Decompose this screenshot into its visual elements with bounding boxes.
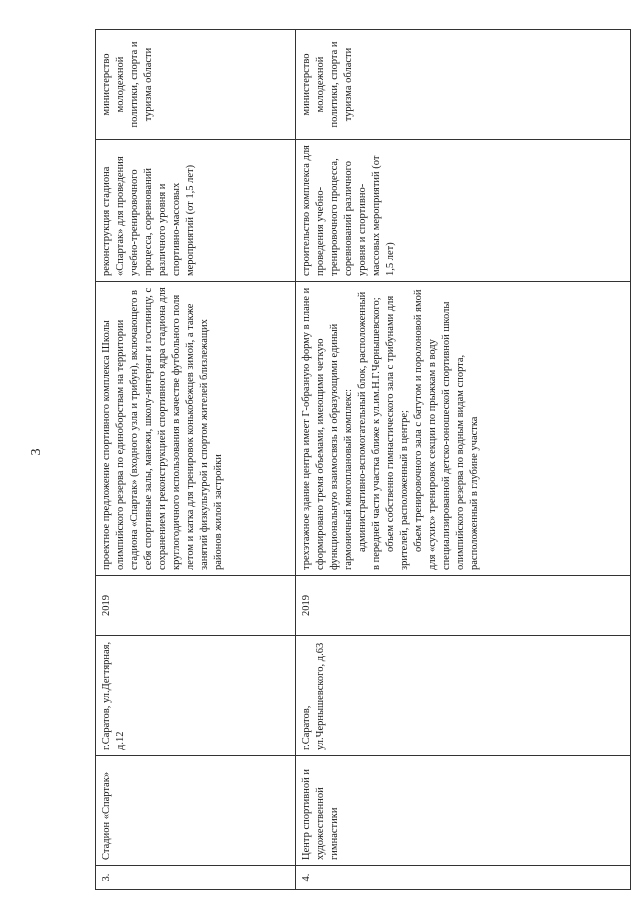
- project-description: проектное предложение спортивного комплекса Школы олимпийского резерва по единоборствам на территории стадиона «Спартак» (входного узла и трибун), включающего в себя спортивные залы, манежи, школу-интернат и гостиницу, с сохранением и реконструкцией спортивного ядра стадиона для круглогодичного использования в качестве футбольного поля летом и катка для тренировок конькобежцев зимой, а также занятий физкультурой и спортом жителей близлежащих районов жилой застройки: [96, 282, 296, 576]
- description-paragraph: объем тренировочного зала с батутом и поролоновой ямой для «сухих» тренировок секции по прыжкам в воду специализированной детско-юношеской спортивной школы олимпийского резерва по водным видам спорта, расположенный в глубине участка: [413, 289, 480, 570]
- object-name: Центр спортивной и художественной гимнастики: [296, 756, 631, 866]
- description-paragraph: административно-вспомогательный блок, расположенный в передней части участка ближе к ул.им.Н.Г.Чернышевского;: [357, 291, 382, 570]
- description-paragraph: объем собственно гимнастического зала с трибунами для зрителей, расположенный в центре;: [385, 295, 410, 570]
- year: 2019: [296, 576, 631, 636]
- project-purpose: реконструкция стадиона «Спартак» для проведения учебно-тренировочного процесса, соревнований различного уровня и спортивно-массовых мероприятий (от 1,5 лет): [96, 140, 296, 282]
- description-paragraph: трехэтажное здание центра имеет Г-образную форму в плане и сформировано тремя объемами, имеющими четкую функциональную взаимосвязь и образующими единый гармоничный многоплановый комплекс:: [301, 287, 354, 570]
- object-address: г.Саратов, ул.Дегтярная, д.12: [96, 636, 296, 756]
- project-purpose: строительство комплекса для проведения учебно-тренировочного процесса, соревнований различного уровня и спортивно-массовых мероприятий (от 1,5 лет): [296, 140, 631, 282]
- table-row: [296, 30, 631, 890]
- responsible-ministry: министерство молодежной политики, спорта и туризма области: [296, 30, 631, 140]
- object-name: Стадион «Спартак»: [96, 756, 296, 866]
- page-number: 3: [29, 448, 44, 456]
- projects-table: [95, 29, 631, 890]
- project-description: [296, 282, 631, 576]
- row-number: 4.: [296, 866, 631, 890]
- row-number: 3.: [96, 866, 296, 890]
- table-row: [96, 30, 296, 890]
- responsible-ministry: министерство молодежной политики, спорта и туризма области: [96, 30, 296, 140]
- year: 2019: [96, 576, 296, 636]
- rotated-table-container: [95, 30, 630, 890]
- object-address: г.Саратов, ул.Чернышевского, д.63: [296, 636, 631, 756]
